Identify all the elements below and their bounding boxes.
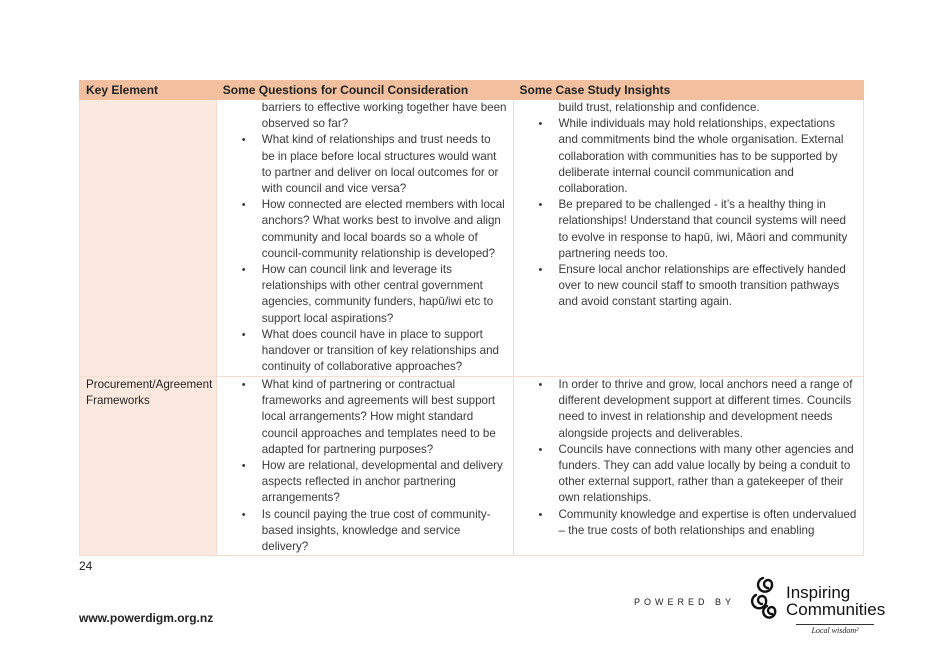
list-item: • Be prepared to be challenged - it’s a healthy thing in relationships! Understand that council systems will need to evolve in response to hapū, iwi, Māori and community partnering needs too. [520,197,857,262]
list-item: • While individuals may hold relationships, expectations and commitments bind the whole organisation. External collaboration with communities has to be supported by deliberate internal council communication and collaboration. [520,116,857,197]
logo-tagline: Local wisdom² [796,624,874,635]
list-item: • In order to thrive and grow, local anchors need a range of different development support at different times. Councils need to invest in relationship and development needs alongside projects and deliverables. [520,377,857,442]
inspiring-communities-logo [750,574,886,636]
list-item: • Councils have connections with many other agencies and funders. They can add value locally by being a conduit to other external support, rather than a gatekeeper of their own relationships. [520,442,857,507]
table-row [80,100,864,377]
list-item: • How connected are elected members with local anchors? What works best to involve and align community and local boards so a whole of council-community relationship is developed? [223,197,507,262]
powered-by-label: POWERED BY [634,597,736,607]
list-item: • How are relational, developmental and delivery aspects reflected in anchor partnering arrangements? [223,458,507,507]
table-row [80,377,864,556]
questions-cell [216,377,513,556]
logo-text-line1: Inspiring [786,583,851,602]
header-questions: Some Questions for Council Consideration [216,81,513,100]
list-item: • What kind of partnering or contractual frameworks and agreements will best support local arrangements? How might standard council approaches and templates need to be adapted for partnering purposes? [223,377,507,458]
logo-text-line2: Communities [786,600,886,619]
questions-list [223,132,507,375]
list-item: • How can council link and leverage its relationships with other central government agencies, community funders, hapū/iwi etc to support local aspirations? [223,262,507,327]
questions-cell [216,100,513,377]
spiral-logo-icon [750,574,786,622]
questions-list [223,377,507,555]
list-item: • Is council paying the true cost of community-based insights, knowledge and service delivery? [223,507,507,556]
list-item: • What does council have in place to support handover or transition of key relationships and continuity of collaborative approaches? [223,327,507,376]
insights-cell [513,377,863,556]
key-element-cell [80,100,217,377]
insights-list [520,116,857,310]
header-insights: Some Case Study Insights [513,81,863,100]
header-key-element: Key Element [80,81,217,100]
insights-continuation: build trust, relationship and confidence. [558,101,760,114]
footer-url: www.powerdigm.org.nz [79,611,214,625]
table-header-row [80,81,864,100]
list-item: • Community knowledge and expertise is often undervalued – the true costs of both relationships and enabling [520,507,857,539]
questions-continuation: barriers to effective working together have been observed so far? [261,101,507,131]
insights-list [520,377,857,539]
key-element-cell: Procurement/Agreement Frameworks [80,377,217,556]
list-item: • What kind of relationships and trust needs to be in place before local structures would want to partner and deliver on local outcomes for or with council and vice versa? [223,132,507,197]
page-number: 24 [79,559,93,573]
insights-cell [513,100,863,377]
list-item: • Ensure local anchor relationships are effectively handed over to new council staff to smooth transition pathways and avoid constant starting again. [520,262,857,311]
content-table [79,80,864,556]
